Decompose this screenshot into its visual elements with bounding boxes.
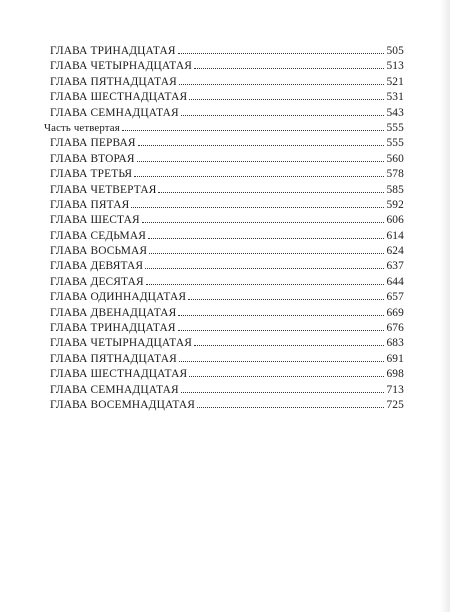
toc-entry-title: ГЛАВА ОДИННАДЦАТАЯ [50,291,187,304]
dot-leader [197,407,384,408]
toc-entry-page-number: 713 [386,383,404,396]
dot-leader [189,99,384,100]
dot-leader [179,361,385,362]
toc-entry-page-number: 725 [386,398,404,411]
toc-entry-title: ГЛАВА ТРИНАДЦАТАЯ [50,45,176,57]
toc-entry-title: ГЛАВА ПЯТНАДЦАТАЯ [50,75,177,88]
toc-entry-page-number: 531 [386,91,404,104]
toc-entry-title: ГЛАВА ШЕСТНАДЦАТАЯ [50,368,188,381]
dot-leader [134,176,384,177]
toc-entry [44,290,404,305]
toc-entry-title: ГЛАВА ШЕСТНАДЦАТАЯ [50,91,188,104]
toc-entry [44,229,404,244]
toc-entry [44,352,404,367]
toc-entry-page-number: 698 [386,368,404,381]
dot-leader [194,68,384,69]
table-of-contents [44,44,404,413]
toc-entry-page-number: 592 [386,198,404,211]
toc-entry-title: ГЛАВА ЧЕТЫРНАДЦАТАЯ [50,337,192,350]
toc-entry-title: ГЛАВА СЕДЬМАЯ [50,229,146,242]
toc-entry [44,198,404,213]
toc-entry [44,136,404,151]
toc-entry-page-number: 513 [386,60,404,73]
toc-entry-title: Часть четвертая [44,121,120,134]
toc-entry-title: ГЛАВА ПЯТАЯ [50,198,130,211]
dot-leader [178,330,385,331]
dot-leader [149,253,384,254]
dot-leader [181,392,385,393]
toc-entry-title: ГЛАВА ВТОРАЯ [50,152,135,165]
dot-leader [179,84,385,85]
toc-entry-title: ГЛАВА ДВЕНАДЦАТАЯ [50,306,177,319]
dot-leader [142,222,385,223]
toc-entry [44,183,404,198]
dot-leader [148,238,385,239]
page-edge-shadow [440,0,450,612]
toc-entry-title: ГЛАВА ВОСЬМАЯ [50,245,148,258]
toc-entry-title: ГЛАВА ВОСЕМНАДЦАТАЯ [50,398,196,411]
toc-entry-page-number: 676 [386,322,404,335]
toc-entry-title: ГЛАВА ЧЕТВЕРТАЯ [50,183,157,196]
toc-entry-title: ГЛАВА ШЕСТАЯ [50,214,140,227]
toc-entry-page-number: 560 [386,152,404,165]
toc-entry-page-number: 505 [386,45,404,57]
dot-leader [138,145,385,146]
dot-leader [131,207,384,208]
toc-entry [44,321,404,336]
toc-entry [44,44,404,59]
dot-leader [188,299,384,300]
toc-entry [44,306,404,321]
toc-entry [44,383,404,398]
dot-leader [137,161,385,162]
toc-entry [44,398,404,413]
toc-entry [44,367,404,382]
toc-entry-title: ГЛАВА СЕМНАДЦАТАЯ [50,106,179,119]
toc-entry-page-number: 543 [386,106,404,119]
toc-entry-title: ГЛАВА ТРЕТЬЯ [50,168,133,181]
dot-leader [189,376,384,377]
toc-entry [44,152,404,167]
toc-entry [44,259,404,274]
toc-entry-page-number: 555 [386,121,404,134]
toc-entry-title: ГЛАВА ДЕВЯТАЯ [50,260,144,273]
toc-entry-page-number: 585 [386,183,404,196]
toc-entry-title: ГЛАВА ПЯТНАДЦАТАЯ [50,352,177,365]
dot-leader [145,268,384,269]
toc-entry-page-number: 614 [386,229,404,242]
toc-entry-page-number: 637 [386,260,404,273]
toc-entry-title: ГЛАВА ЧЕТЫРНАДЦАТАЯ [50,60,192,73]
toc-entry [44,336,404,351]
dot-leader [194,345,384,346]
toc-entry-title: ГЛАВА ТРИНАДЦАТАЯ [50,322,176,335]
toc-entry-page-number: 683 [386,337,404,350]
toc-entry [44,244,404,259]
dot-leader [158,192,384,193]
toc-entry-page-number: 521 [386,75,404,88]
toc-entry [44,275,404,290]
dot-leader [181,115,385,116]
toc-entry-page-number: 606 [386,214,404,227]
toc-entry-title: ГЛАВА ПЕРВАЯ [50,137,136,150]
toc-entry-title: ГЛАВА СЕМНАДЦАТАЯ [50,383,179,396]
toc-entry [44,59,404,74]
toc-entry-page-number: 669 [386,306,404,319]
toc-entry-page-number: 657 [386,291,404,304]
toc-entry-page-number: 624 [386,245,404,258]
toc-entry [44,213,404,228]
toc-entry-page-number: 691 [386,352,404,365]
dot-leader [178,53,385,54]
toc-entry [44,167,404,182]
toc-entry [44,75,404,90]
dot-leader [122,130,385,131]
toc-entry-page-number: 644 [386,275,404,288]
toc-entry-title: ГЛАВА ДЕСЯТАЯ [50,275,144,288]
toc-entry-page-number: 555 [386,137,404,150]
dot-leader [178,315,384,316]
toc-entry-page-number: 578 [386,168,404,181]
dot-leader [146,284,385,285]
toc-part-heading [44,121,404,136]
toc-entry [44,90,404,105]
toc-entry [44,106,404,121]
